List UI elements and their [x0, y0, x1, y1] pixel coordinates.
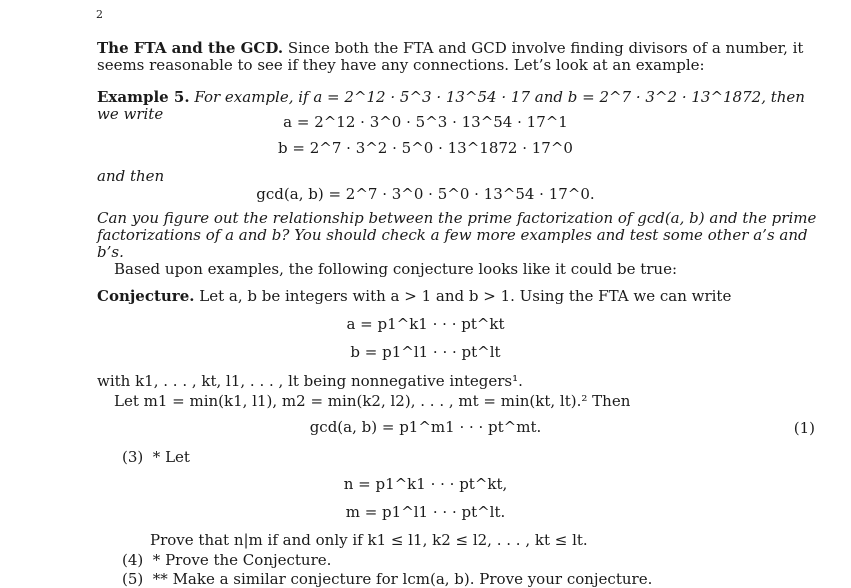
conjecture-let-m: Let m1 = min(k1, l1), m2 = min(k2, l2), . . . , mt = min(kt, lt).² Then [114, 392, 631, 410]
example-5-eq-a: a = 2^12 · 3^0 · 5^3 · 13^54 · 17^1 [283, 113, 568, 131]
example-5-eq-b: b = 2^7 · 3^2 · 5^0 · 13^1872 · 17^0 [278, 139, 573, 157]
fta-gcd-title: The FTA and the GCD. [97, 39, 284, 57]
page-number: 2 [96, 8, 103, 21]
problem-3-text: * Let [152, 448, 190, 466]
conjecture-gcd-eq: gcd(a, b) = p1^m1 · · · pt^mt. [309, 418, 542, 436]
conjecture-label: Conjecture. [97, 287, 195, 305]
problem-5 [122, 570, 652, 588]
problem-3-prove: Prove that n|m if and only if k1 ≤ l1, k2 ≤ l2, . . . , kt ≤ lt. [150, 531, 588, 549]
problem-4-text: * Prove the Conjecture. [152, 551, 332, 569]
problem-4-num: (4) [122, 551, 144, 569]
conjecture-with: with k1, . . . , kt, l1, . . . , lt being nonnegative integers¹. [97, 372, 523, 390]
example-5-intro: For example, if a = 2^12 · 5^3 · 13^54 · 17 and b = 2^7 · 3^2 · 13^1872, then we write [97, 88, 805, 123]
example-5-question: Can you figure out the relationship between the prime factorization of gcd(a, b) and the prime factorizations of a and b? You should check a few more examples and test some other a’s and b’s. [97, 209, 817, 261]
problem-5-text: ** Make a similar conjecture for lcm(a, b). Prove your conjecture. [152, 570, 653, 588]
based-upon-text: Based upon examples, the following conjecture looks like it could be true: [114, 260, 678, 278]
conjecture [97, 288, 817, 305]
conjecture-eq-b: b = p1^l1 · · · pt^lt [350, 343, 501, 361]
problem-5-num: (5) [122, 570, 144, 588]
conjecture-eq-a: a = p1^k1 · · · pt^kt [346, 315, 505, 333]
equation-number: (1) [793, 419, 815, 437]
problem-3-eq-m: m = p1^l1 · · · pt^lt. [345, 503, 506, 521]
conjecture-body: Let a, b be integers with a > 1 and b > 1. Using the FTA we can write [199, 287, 732, 305]
problem-4 [122, 551, 331, 569]
problem-3 [122, 448, 190, 466]
example-5-and-then: and then [97, 167, 165, 185]
fta-gcd-paragraph [97, 40, 817, 74]
problem-3-eq-n: n = p1^k1 · · · pt^kt, [343, 475, 508, 493]
fta-gcd-body: Since both the FTA and GCD involve finding divisors of a number, it seems reasonable to see if they have any connections. Let’s look at an example: [97, 39, 804, 74]
problem-3-num: (3) [122, 448, 144, 466]
example-5-gcd-eq: gcd(a, b) = 2^7 · 3^0 · 5^0 · 13^54 · 17^0. [256, 185, 595, 203]
example-5-label: Example 5. [97, 88, 190, 106]
